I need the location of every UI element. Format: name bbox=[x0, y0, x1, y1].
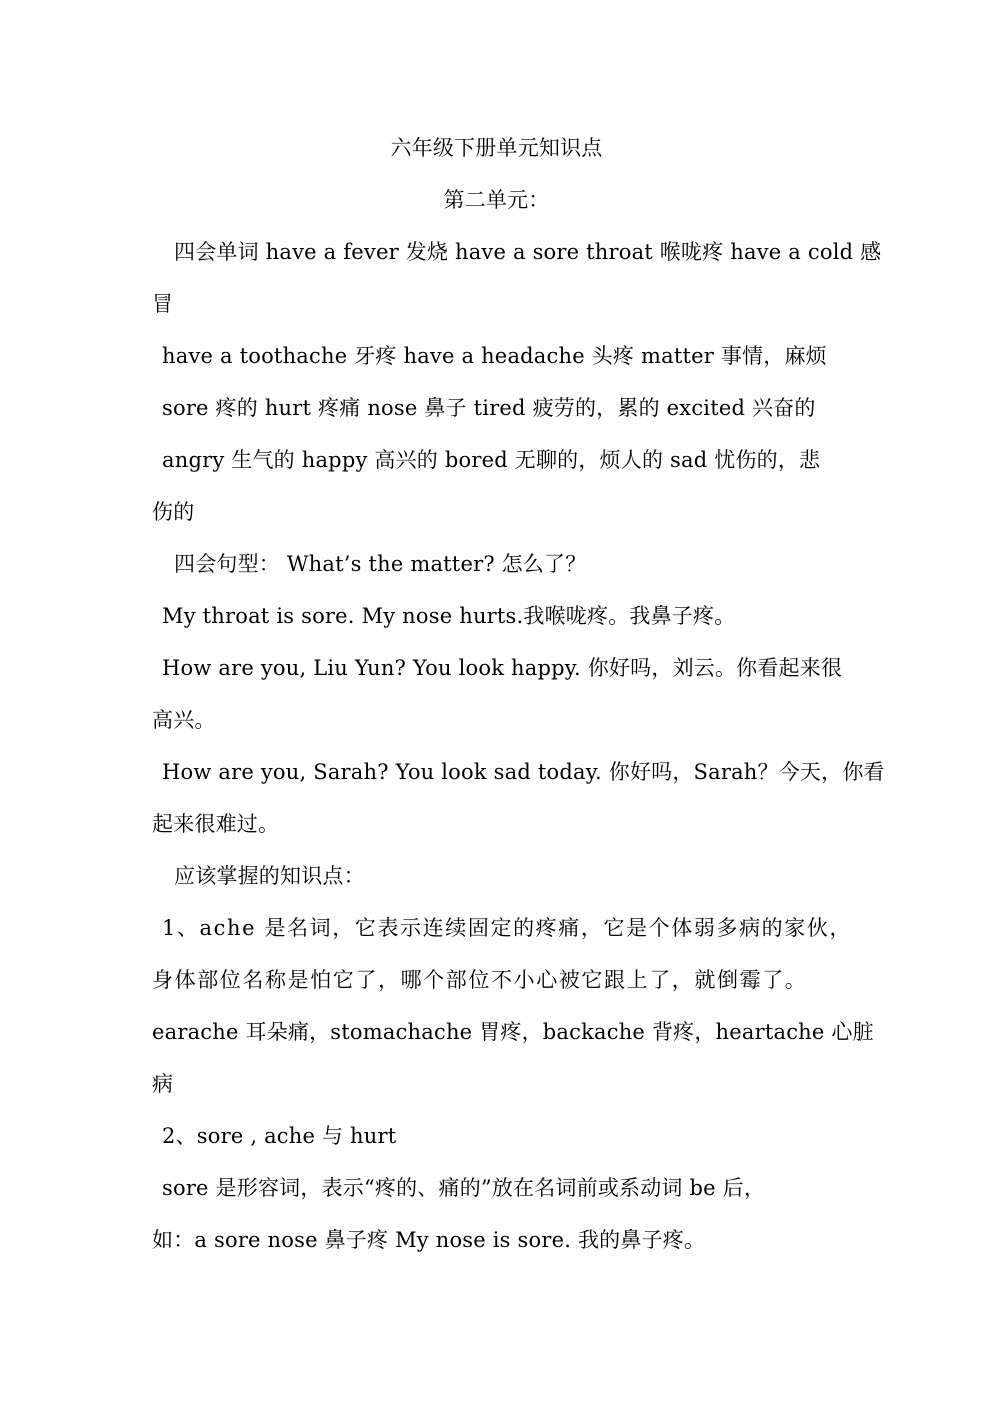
vocab-line-1: 四会单词 have a fever 发烧 have a sore throat 喉咙疼 have a cold 感 bbox=[174, 240, 882, 264]
sentence-heading: 四会句型： What’s the matter? 怎么了？ bbox=[174, 552, 587, 576]
knowledge-point-1-cont: 身体部位名称是怕它了，哪个部位不小心被它跟上了，就倒霉了。 bbox=[152, 968, 808, 992]
sentence-line-2: How are you, Liu Yun? You look happy. 你好吗，刘云。你看起来很 bbox=[162, 656, 843, 680]
document-title: 六年级下册单元知识点 bbox=[390, 136, 603, 160]
knowledge-point-2: 2、sore , ache 与 hurt bbox=[162, 1124, 397, 1148]
knowledge-point-2-example: 如：a sore nose 鼻子疼 My nose is sore. 我的鼻子疼。 bbox=[152, 1228, 706, 1252]
sentence-line-3-cont: 起来很难过。 bbox=[152, 812, 280, 836]
vocab-line-3: sore 疼的 hurt 疼痛 nose 鼻子 tired 疲劳的，累的 excited 兴奋的 bbox=[162, 396, 816, 420]
knowledge-point-2-desc: sore 是形容词，表示“疼的、痛的”放在名词前或系动词 be 后， bbox=[162, 1176, 766, 1200]
sentence-line-1: My throat is sore. My nose hurts.我喉咙疼。我鼻子疼。 bbox=[162, 604, 736, 628]
vocab-line-2: have a toothache 牙疼 have a headache 头疼 matter 事情，麻烦 bbox=[162, 344, 827, 368]
knowledge-heading: 应该掌握的知识点： bbox=[174, 864, 365, 888]
knowledge-point-1-examples: earache 耳朵痛，stomachache 胃疼，backache 背疼，heartache 心脏 bbox=[152, 1020, 874, 1044]
knowledge-point-1-examples-cont: 病 bbox=[152, 1072, 174, 1096]
vocab-line-4-cont: 伤的 bbox=[152, 500, 195, 524]
sentence-line-3: How are you, Sarah? You look sad today. 你好吗，Sarah？今天，你看 bbox=[162, 760, 885, 784]
vocab-line-1-cont: 冒 bbox=[152, 292, 174, 316]
knowledge-point-1: 1、ache 是名词，它表示连续固定的疼痛，它是个体弱多病的家伙， bbox=[162, 916, 853, 940]
unit-heading: 第二单元： bbox=[443, 188, 550, 212]
vocab-line-4: angry 生气的 happy 高兴的 bored 无聊的，烦人的 sad 忧伤的，悲 bbox=[162, 448, 821, 472]
sentence-line-2-cont: 高兴。 bbox=[152, 708, 216, 732]
